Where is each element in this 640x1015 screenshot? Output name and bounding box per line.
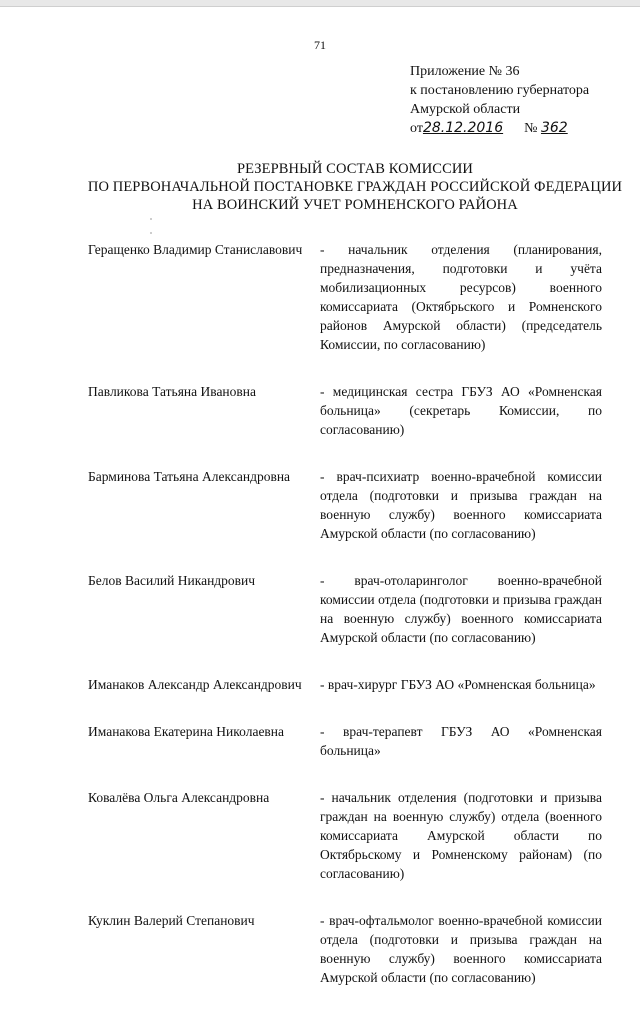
handwritten-number: 362 <box>540 120 568 136</box>
appendix-line-3: Амурской области <box>410 102 521 117</box>
member-name: Барминова Татьяна Александровна <box>88 469 291 484</box>
member-row <box>88 467 602 543</box>
member-name: Павликова Татьяна Ивановна <box>88 384 256 399</box>
member-description: - врач-офтальмолог военно-врачебной комиссии отдела (подготовки и призыва граждан на военную службу) военного комиссариата Амурской области (по согласованию) <box>320 913 602 985</box>
member-row <box>88 911 602 987</box>
page-number: 71 <box>314 38 326 52</box>
appendix-line-2: к постановлению губернатора <box>410 83 590 98</box>
member-row <box>88 240 602 354</box>
scan-speck <box>150 232 152 234</box>
title-line-1: РЕЗЕРВНЫЙ СОСТАВ КОМИССИИ <box>237 161 473 177</box>
scan-edge <box>0 0 640 7</box>
member-description: - начальник отделения (подготовки и призыва граждан на военную службу) отдела (военного комиссариата Амурской области по Октябрьскому и Ромненскому районам) (по согласованию) <box>320 790 602 881</box>
members-list <box>88 240 602 1015</box>
member-description: - врач-терапевт ГБУЗ АО «Ромненская больница» <box>320 724 602 758</box>
appendix-line-1: Приложение № 36 <box>410 64 520 79</box>
member-name: Иманакова Екатерина Николаевна <box>88 724 285 739</box>
number-prefix: № <box>524 121 538 136</box>
appendix-date-line <box>410 119 630 138</box>
member-row <box>88 675 602 694</box>
handwritten-date: 28.12.2016 <box>422 120 504 136</box>
member-name: Белов Василий Никандрович <box>88 573 256 588</box>
scan-speck <box>150 218 152 220</box>
member-row <box>88 722 602 760</box>
member-row <box>88 382 602 439</box>
member-description: - начальник отделения (планирования, предназначения, подготовки и учёта мобилизационных ресурсов) военного комиссариата (Октябрьского и Ромненского районов Амурской области) (председатель Комиссии, по согласованию) <box>320 242 602 352</box>
member-description: - медицинская сестра ГБУЗ АО «Ромненская больница» (секретарь Комиссии, по согласованию) <box>320 384 602 437</box>
member-row <box>88 788 602 883</box>
date-prefix: от <box>410 121 423 136</box>
document-title <box>60 160 640 214</box>
title-line-2: ПО ПЕРВОНАЧАЛЬНОЙ ПОСТАНОВКЕ ГРАЖДАН РОССИЙСКОЙ ФЕДЕРАЦИИ <box>87 179 623 195</box>
member-name: Куклин Валерий Степанович <box>88 913 255 928</box>
member-name: Ковалёва Ольга Александровна <box>88 790 270 805</box>
member-description: - врач-хирург ГБУЗ АО «Ромненская больница» <box>320 677 596 692</box>
member-name: Геращенко Владимир Станиславович <box>88 242 303 257</box>
member-description: - врач-психиатр военно-врачебной комиссии отдела (подготовки и призыва граждан на военную службу) военного комиссариата Амурской области (по согласованию) <box>320 469 602 541</box>
member-description: - врач-отоларинголог военно-врачебной комиссии отдела (подготовки и призыва граждан на военную службу) военного комиссариата Амурской области (по согласованию) <box>320 573 602 645</box>
title-line-3: НА ВОИНСКИЙ УЧЕТ РОМНЕНСКОГО РАЙОНА <box>192 197 518 213</box>
appendix-block <box>410 62 630 138</box>
member-row <box>88 571 602 647</box>
member-name: Иманаков Александр Александрович <box>88 677 302 692</box>
